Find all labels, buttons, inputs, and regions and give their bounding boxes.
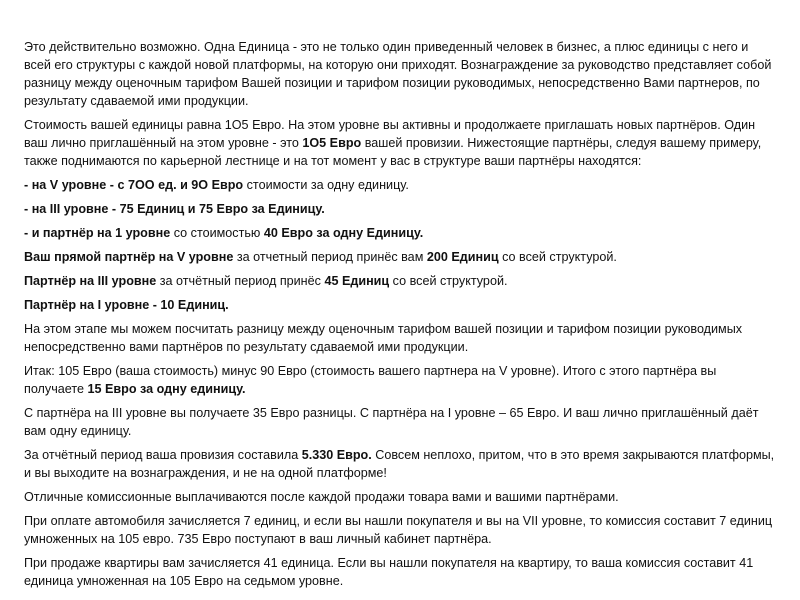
paragraph-14 (24, 512, 776, 548)
text-run: со всей структурой. (498, 250, 617, 264)
paragraph-2 (24, 116, 776, 170)
text-run: С партнёра на III уровне вы получаете 35 Евро разницы. С партнёра на I уровне – 65 Евро. И ваш лично приглашённый даёт вам одну единицу. (24, 406, 759, 438)
text-run: вашей провизии. Нижестоящие партнёры, следуя вашему примеру, также поднимаются по карьерной лестнице и на тот момент у вас в структуре ваши партнёры находятся: (24, 136, 762, 168)
paragraph-3 (24, 176, 776, 194)
text-run: За отчётный период ваша провизия составила (24, 448, 302, 462)
paragraph-15 (24, 554, 776, 590)
text-run: 1О5 Евро (302, 136, 362, 150)
text-run: - на V уровне - с 7ОО ед. и 9О Евро (24, 178, 244, 192)
text-run: со всей структурой. (389, 274, 508, 288)
paragraph-5 (24, 224, 776, 242)
text-run: Партнёр на I уровне - 10 Единиц. (24, 298, 229, 312)
paragraph-11 (24, 404, 776, 440)
text-run: При оплате автомобиля зачисляется 7 единиц, и если вы нашли покупателя и вы на VII уровне, то комиссия составит 7 единиц умноженных на 105 евро. 735 Евро поступают в ваш личный кабинет партнёра. (24, 514, 773, 546)
text-run: 40 Евро за одну Единицу. (263, 226, 424, 240)
text-run: На этом этапе мы можем посчитать разницу между оценочным тарифом вашей позиции и тарифом позиции руководимых непосредственно вами партнёров по результату сдаваемой ими продукции. (24, 322, 743, 354)
text-run: со стоимостью (170, 226, 264, 240)
text-run: Отличные комиссионные выплачиваются после каждой продажи товара вами и вашими партнёрами. (24, 490, 619, 504)
text-run: за отчётный период принёс (156, 274, 325, 288)
paragraph-6 (24, 248, 776, 266)
document-body (24, 38, 776, 590)
paragraph-10 (24, 362, 776, 398)
text-run: 15 Евро за одну единицу. (87, 382, 246, 396)
paragraph-1 (24, 38, 776, 110)
paragraph-8 (24, 296, 776, 314)
text-run: Итак: 105 Евро (ваша стоимость) минус 90 Евро (стоимость вашего партнера на V уровне). Итого с этого партнёра вы получаете (24, 364, 717, 396)
text-run: - и партнёр на 1 уровне (24, 226, 171, 240)
text-run: Ваш прямой партнёр на V уровне (24, 250, 234, 264)
text-run: Это действительно возможно. Одна Единица - это не только один приведенный человек в бизнес, а плюс единицы с него и всей его структуры с каждой новой платформы, на которую они приходят. Вознаграждение за руководство представляет собой разницу между оценочным тарифом Вашей позиции и тарифом позиции руководимых, непосредственно Вами партнеров, по результату сдаваемой ими продукции. (24, 40, 772, 108)
paragraph-7 (24, 272, 776, 290)
text-run: Партнёр на III уровне (24, 274, 157, 288)
text-run: 200 Единиц (426, 250, 499, 264)
text-run: При продаже квартиры вам зачисляется 41 единица. Если вы нашли покупателя на квартиру, то ваша комиссия составит 41 единица умноженная на 105 Евро на седьмом уровне. (24, 556, 754, 588)
paragraph-13 (24, 488, 776, 506)
text-run: Совсем неплохо, притом, что в это время закрываются платформы, и вы выходите на вознаграждения, и не на одной платформе! (24, 448, 775, 480)
text-run: 5.330 Евро. (301, 448, 372, 462)
text-run: 45 Единиц (324, 274, 390, 288)
text-run: Стоимость вашей единицы равна 1О5 Евро. На этом уровне вы активны и продолжаете приглашать новых партнёров. Один ваш лично приглашённый на этом уровне - это (24, 118, 756, 150)
paragraph-12 (24, 446, 776, 482)
text-run: стоимости за одну единицу. (243, 178, 409, 192)
text-run: за отчетный период принёс вам (233, 250, 427, 264)
text-run: - на III уровне - 75 Единиц и 75 Евро за Единицу. (24, 202, 325, 216)
paragraph-4 (24, 200, 776, 218)
paragraph-9 (24, 320, 776, 356)
